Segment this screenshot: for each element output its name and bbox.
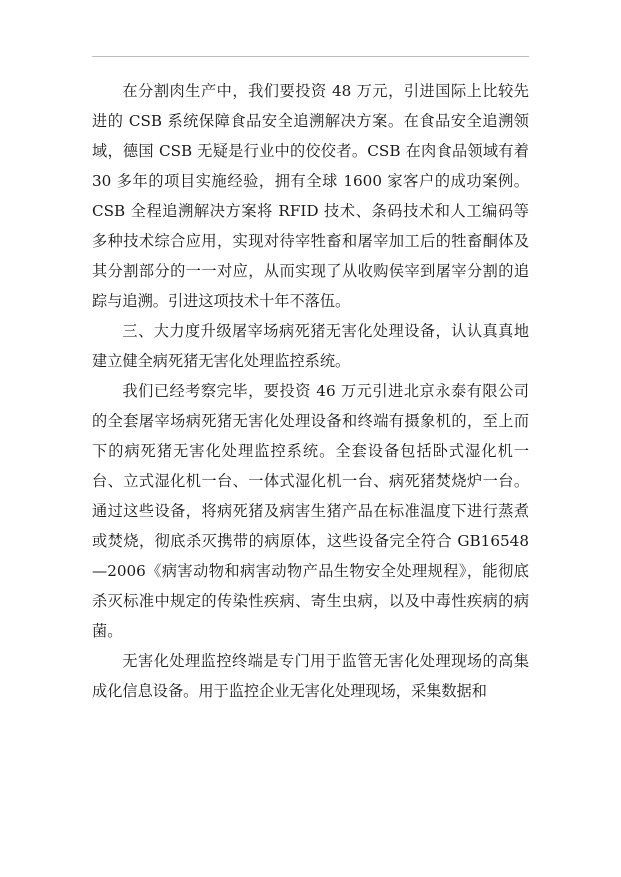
header-divider — [92, 56, 529, 57]
paragraph-equipment-investment: 我们已经考察完毕，要投资 46 万元引进北京永泰有限公司的全套屠宰场病死猪无害化处理设备和终端有摄象机的，至上而下的病死猪无害化处理监控系统。全套设备包括卧式湿化机一台、立式湿化机一台、一体式湿化机一台、病死猪焚烧炉一台。通过这些设备，将病死猪及病害生猪产品在标准温度下进行蒸煮或焚烧，彻底杀灭携带的病原体，这些设备完全符合 GB16548—2006《病害动物和病害动物产品生物安全处理规程》，能彻底杀灭标准中规定的传染性疾病、寄生虫病，以及中毒性疾病的病菌。 — [92, 382, 529, 640]
paragraph-csb-traceability: 在分割肉生产中，我们要投资 48 万元，引进国际上比较先进的 CSB 系统保障食品安全追溯解决方案。在食品安全追溯领域，德国 CSB 无疑是行业中的佼佼者。CSB 在肉食品领域有着 30 多年的项目实施经验，拥有全球 1600 家客户的成功案例。CSB 全程追溯解决方案将 RFID 技术、条码技术和人工编码等多种技术综合应用，实现对待宰牲畜和屠宰加工后的牲畜酮体及其分割部分的一一对应，从而实现了从收购侯宰到屠宰分割的追踪与追溯。引进这项技术十年不落伍。 — [92, 82, 529, 310]
paragraph-monitoring-terminal: 无害化处理监控终端是专门用于监管无害化处理现场的高集成化信息设备。用于监控企业无害化处理现场，采集数据和 — [92, 652, 529, 700]
paragraph-section-three-heading: 三、大力度升级屠宰场病死猪无害化处理设备，认认真真地建立健全病死猪无害化处理监控系统。 — [92, 322, 529, 370]
document-body — [92, 76, 529, 706]
